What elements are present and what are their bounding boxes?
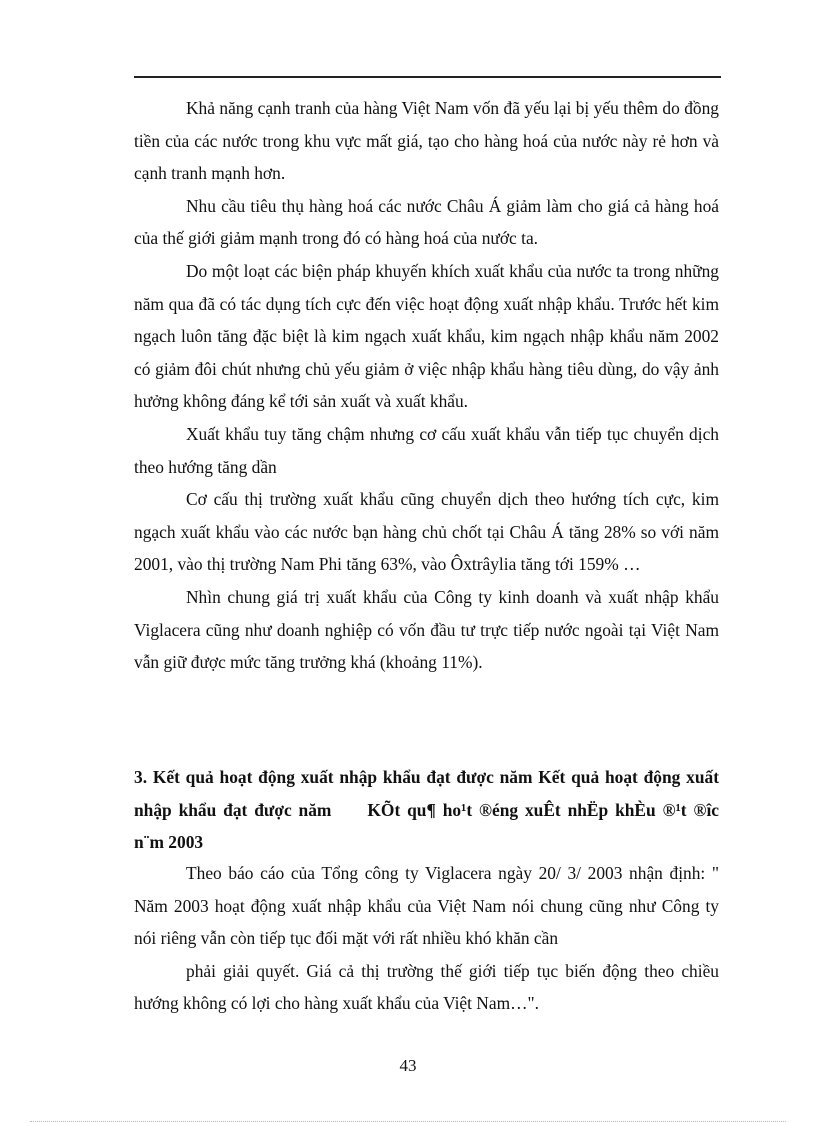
paragraph: Xuất khẩu tuy tăng chậm nhưng cơ cấu xuất khẩu vẫn tiếp tục chuyển dịch theo hướng tăng dần: [134, 423, 719, 477]
paragraph: Nhu cầu tiêu thụ hàng hoá các nước Châu Á giảm làm cho giá cả hàng hoá của thế giới giảm mạnh trong đó có hàng hoá của nước ta.: [134, 195, 719, 249]
section-heading: [134, 761, 719, 859]
paragraph: Theo báo cáo của Tổng công ty Viglacera ngày 20/ 3/ 2003 nhận định: " Năm 2003 hoạt động xuất nhập khẩu của Việt Nam nói chung cũng như Công ty nói riêng vẫn còn tiếp tục đối mặt với rất nhiều khó khăn cần: [134, 863, 719, 949]
body-text-continued: [134, 857, 719, 1020]
paragraph: Nhìn chung giá trị xuất khẩu của Công ty kinh doanh và xuất nhập khẩu Viglacera cũng như doanh nghiệp có vốn đầu tư trực tiếp nước ngoài tại Việt Nam vẫn giữ được mức tăng trưởng khá (khoảng 11%).: [134, 586, 719, 673]
page-number: 43: [399, 1056, 417, 1075]
paragraph: phải giải quyết. Giá cả thị trường thế giới tiếp tục biến động theo chiều hướng không có lợi cho hàng xuất khẩu của Việt Nam…".: [134, 960, 719, 1014]
header-rule: [134, 76, 721, 78]
section-heading-garbled: KÕt qu¶ ho¹t ®éng xuÊt nhËp khÈu ®¹t ®îc n¨m 2003: [134, 799, 719, 853]
body-text: [134, 92, 719, 679]
page-bottom-border: [30, 1121, 786, 1122]
paragraph: Khả năng cạnh tranh của hàng Việt Nam vốn đã yếu lại bị yếu thêm do đồng tiền của các nước trong khu vực mất giá, tạo cho hàng hoá của nước này rẻ hơn và cạnh tranh mạnh hơn.: [134, 98, 719, 184]
section-heading-text: 3. Kết quả hoạt động xuất nhập khẩu đạt được năm Kết quả hoạt động xuất nhập khẩu đạt được năm: [134, 767, 719, 820]
paragraph: Cơ cấu thị trường xuất khẩu cũng chuyển dịch theo hướng tích cực, kim ngạch xuất khẩu vào các nước bạn hàng chủ chốt tại Châu Á tăng 28% so với năm 2001, vào thị trường Nam Phi tăng 63%, vào Ôxtrâylia tăng tới 159% …: [134, 489, 719, 575]
paragraph: Do một loạt các biện pháp khuyến khích xuất khẩu của nước ta trong những năm qua đã có tác dụng tích cực đến việc hoạt động xuất nhập khẩu. Trước hết kim ngạch luôn tăng đặc biệt là kim ngạch xuất khẩu, kim ngạch nhập khẩu năm 2002 có giảm đôi chút nhưng chủ yếu giảm ở việc nhập khẩu hàng tiêu dùng, do vậy ảnh hưởng không đáng kể tới sản xuất và xuất khẩu.: [134, 260, 719, 412]
